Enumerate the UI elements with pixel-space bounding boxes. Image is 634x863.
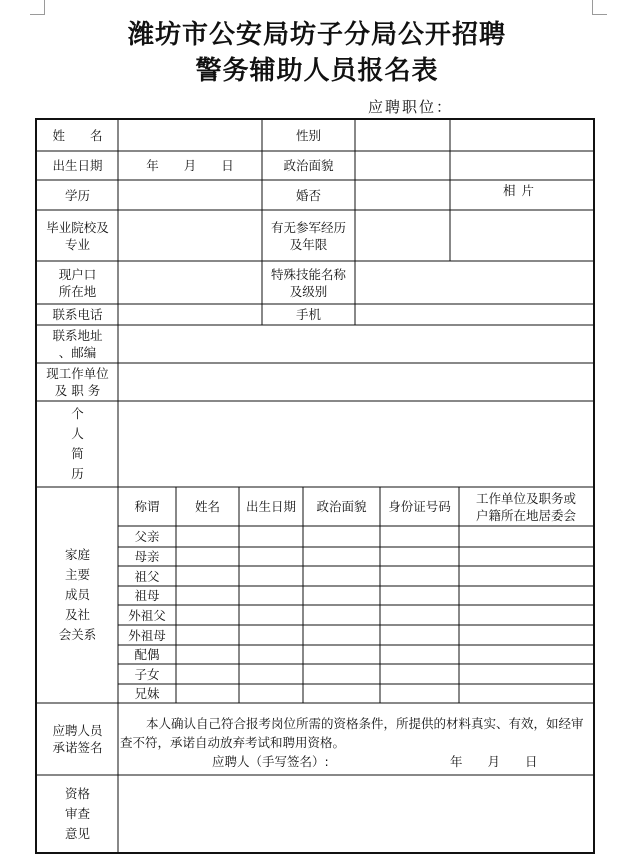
family-row-4-col-5[interactable]: [380, 586, 459, 605]
education-label: 学历: [64, 187, 90, 203]
form-title-line-1: 潍坊市公安局坊子分局公开招聘: [127, 20, 506, 50]
marital-status-field[interactable]: [355, 180, 450, 210]
family-relation-5: 外祖父: [128, 607, 166, 623]
family-relation-4: 祖母: [134, 588, 160, 603]
family-relation-1: 父亲: [134, 529, 160, 544]
phone-label: 联系电话: [52, 307, 103, 322]
dob-field: 年 月 日: [146, 158, 234, 173]
mobile-label: 手机: [295, 307, 321, 322]
resume-label-line-1: 个: [71, 406, 84, 421]
name-label: 姓 名: [52, 128, 103, 143]
military-service-label: [262, 210, 355, 261]
qualification-review-label-line-3: 意见: [64, 825, 90, 841]
address-postcode-label: [37, 325, 118, 363]
family-relation-9: 兄妹: [134, 686, 160, 701]
family-row-6-col-6[interactable]: [459, 625, 593, 645]
family-row-7-col-6[interactable]: [459, 645, 593, 664]
resume-label-line-3: 简: [71, 446, 84, 461]
family-row-7-col-3[interactable]: [239, 645, 303, 664]
family-row-4-col-3[interactable]: [239, 586, 303, 605]
employer-position-label: [37, 363, 118, 401]
family-row-5-col-6[interactable]: [459, 605, 593, 625]
family-row-7-col-4[interactable]: [303, 645, 380, 664]
family-relation-2: 母亲: [134, 549, 160, 564]
pledge-signature-label-line-1: 应聘人员: [52, 723, 103, 738]
family-relation-8: 子女: [134, 666, 160, 682]
education-field[interactable]: [118, 180, 262, 210]
family-row-9-col-4[interactable]: [303, 684, 380, 703]
family-row-9-col-6[interactable]: [459, 684, 593, 703]
family-row-5-col-4[interactable]: [303, 605, 380, 625]
family-row-9-col-3[interactable]: [239, 684, 303, 703]
hukou-location-field[interactable]: [118, 261, 262, 304]
special-skills-label: [262, 261, 355, 304]
dob-label: 出生日期: [52, 158, 103, 173]
family-row-1-col-4[interactable]: [303, 526, 380, 547]
address-postcode-field[interactable]: [118, 325, 593, 363]
family-row-1-col-6[interactable]: [459, 526, 593, 547]
employer-position-label-line-1: 现工作单位: [46, 366, 109, 381]
family-col-header-6: 工作单位及职务或户籍所在地居委会: [475, 490, 576, 523]
gender-field[interactable]: [355, 120, 450, 151]
family-row-8-col-5[interactable]: [380, 664, 459, 684]
family-col-header-3: 出生日期: [245, 499, 296, 514]
signature-label: 应聘人（手写签名）:: [212, 754, 329, 769]
family-row-2-col-6[interactable]: [459, 547, 593, 566]
hukou-location-label-line-1: 现户口: [58, 266, 97, 282]
family-row-5-col-3[interactable]: [239, 605, 303, 625]
family-row-2-col-3[interactable]: [239, 547, 303, 566]
family-relation-7: 配偶: [134, 647, 160, 662]
family-section-label-line-2: 主要: [64, 567, 90, 582]
school-major-label-line-1: 毕业院校及: [46, 219, 109, 235]
military-service-label-line-1: 有无参军经历: [270, 219, 346, 235]
military-service-field[interactable]: [355, 210, 450, 261]
family-row-9-col-5[interactable]: [380, 684, 459, 703]
resume-label: [37, 401, 118, 487]
school-major-field[interactable]: [118, 210, 262, 261]
marital-status-label: 婚否: [295, 187, 321, 203]
qualification-review-label: [37, 775, 118, 852]
family-row-4-col-4[interactable]: [303, 586, 380, 605]
family-row-4-col-2[interactable]: [176, 586, 239, 605]
gender-label: 性别: [295, 128, 321, 143]
page-corner-mark-left: [30, 0, 45, 15]
family-row-2-col-4[interactable]: [303, 547, 380, 566]
family-row-8-col-2[interactable]: [176, 664, 239, 684]
registration-form-table: [35, 118, 595, 854]
mobile-field[interactable]: [355, 304, 593, 325]
family-col-header-4: 政治面貌: [316, 499, 367, 514]
family-row-4-col-6[interactable]: [459, 586, 593, 605]
family-row-2-col-5[interactable]: [380, 547, 459, 566]
family-section-label-line-3: 成员: [64, 587, 90, 602]
family-row-9-col-2[interactable]: [176, 684, 239, 703]
qualification-review-label-line-2: 审查: [64, 805, 90, 821]
phone-field[interactable]: [118, 304, 262, 325]
family-col-header-2: 姓名: [194, 499, 220, 514]
family-row-3-col-4[interactable]: [303, 566, 380, 586]
hukou-location-label: [37, 261, 118, 304]
family-row-6-col-3[interactable]: [239, 625, 303, 645]
pledge-signature-label-line-2: 承诺签名: [52, 740, 103, 755]
special-skills-field[interactable]: [355, 261, 593, 304]
signature-date-label: 年 月 日: [450, 754, 538, 769]
school-major-label: [37, 210, 118, 261]
family-relation-6: 外祖母: [128, 627, 166, 643]
pledge-statement: 本人确认自己符合报考岗位所需的资格条件，所提供的材料真实、有效，如经审查不符，承诺自动放弃考试和聘用资格。: [120, 716, 584, 750]
political-status-field[interactable]: [355, 151, 450, 180]
family-row-7-col-2[interactable]: [176, 645, 239, 664]
family-section-label-line-5: 会关系: [58, 627, 97, 642]
family-row-8-col-3[interactable]: [239, 664, 303, 684]
family-row-6-col-2[interactable]: [176, 625, 239, 645]
family-row-6-col-4[interactable]: [303, 625, 380, 645]
family-row-5-col-5[interactable]: [380, 605, 459, 625]
family-col-header-5: 身份证号码: [388, 499, 451, 514]
family-section-label-line-1: 家庭: [64, 547, 90, 562]
qualification-review-field[interactable]: [118, 775, 593, 852]
employer-position-field[interactable]: [118, 363, 593, 401]
employer-position-label-line-2: 及 职 务: [54, 383, 101, 398]
family-row-3-col-3[interactable]: [239, 566, 303, 586]
address-postcode-label-line-1: 联系地址: [52, 328, 103, 343]
address-postcode-label-line-2: 、邮编: [58, 345, 97, 360]
hukou-location-label-line-2: 所在地: [58, 283, 97, 299]
family-col-header-1: 称谓: [134, 499, 160, 514]
family-row-1-col-2[interactable]: [176, 526, 239, 547]
form-title-line-2: 警务辅助人员报名表: [195, 56, 439, 86]
family-relation-3: 祖父: [134, 568, 160, 584]
family-row-8-col-6[interactable]: [459, 664, 593, 684]
military-service-label-line-2: 及年限: [289, 236, 328, 252]
family-row-6-col-5[interactable]: [380, 625, 459, 645]
family-row-1-col-3[interactable]: [239, 526, 303, 547]
name-field[interactable]: [118, 120, 262, 151]
special-skills-label-line-1: 特殊技能名称: [270, 266, 346, 282]
special-skills-label-line-2: 及级别: [289, 283, 328, 299]
political-status-label: 政治面貌: [283, 158, 334, 173]
position-applied-label: 应聘职位：: [368, 98, 454, 116]
pledge-text-block: [120, 714, 592, 771]
resume-label-line-4: 历: [71, 466, 84, 481]
family-section-label-line-4: 及社: [64, 607, 90, 622]
resume-label-line-2: 人: [71, 426, 84, 441]
family-row-3-col-6[interactable]: [459, 566, 593, 586]
family-row-1-col-5[interactable]: [380, 526, 459, 547]
family-row-2-col-2[interactable]: [176, 547, 239, 566]
photo-box: 相片: [502, 183, 540, 198]
family-row-3-col-2[interactable]: [176, 566, 239, 586]
family-row-5-col-2[interactable]: [176, 605, 239, 625]
pledge-signature-label: [37, 703, 118, 775]
family-row-8-col-4[interactable]: [303, 664, 380, 684]
family-row-3-col-5[interactable]: [380, 566, 459, 586]
qualification-review-label-line-1: 资格: [64, 785, 90, 801]
resume-field[interactable]: [118, 401, 593, 487]
page-corner-mark-right: [592, 0, 607, 15]
family-row-7-col-5[interactable]: [380, 645, 459, 664]
family-section-label: [37, 487, 118, 703]
school-major-label-line-2: 专业: [64, 236, 90, 252]
